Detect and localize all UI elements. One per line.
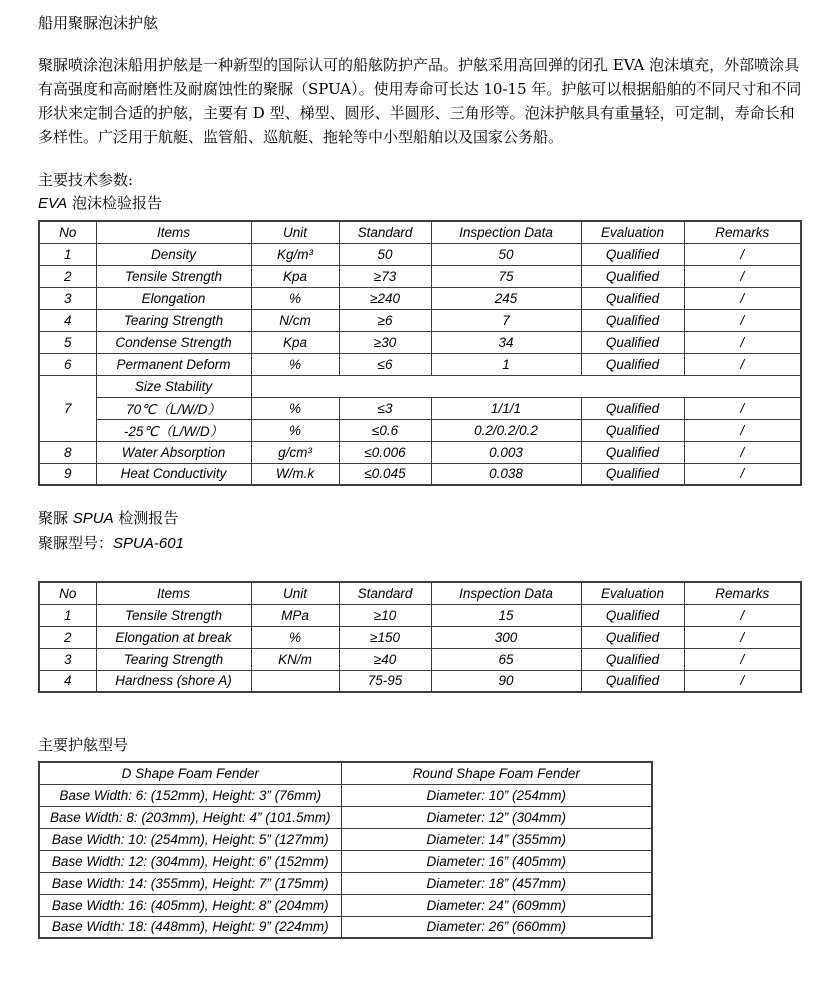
table-cell: Elongation at break [96, 626, 251, 648]
table-cell: Tensile Strength [96, 604, 251, 626]
table-row [39, 784, 652, 806]
table-cell: 7 [431, 309, 581, 331]
spua-report-cjk2: 检测报告 [113, 509, 179, 527]
table-cell: % [251, 397, 339, 419]
table-cell: Qualified [581, 331, 684, 353]
table-cell: ≥30 [339, 331, 431, 353]
table-cell: ≤3 [339, 397, 431, 419]
table-cell: Tearing Strength [96, 648, 251, 670]
column-header-remarks: Remarks [684, 221, 801, 243]
table-cell: 9 [39, 463, 96, 485]
table-cell: 1/1/1 [431, 397, 581, 419]
table-cell: 1 [39, 243, 96, 265]
table-cell: Diameter: 24” (609mm) [341, 894, 652, 916]
table-cell: Hardness (shore A) [96, 670, 251, 692]
table-cell: / [684, 626, 801, 648]
table-cell: Base Width: 12: (304mm), Height: 6” (152mm) [39, 850, 341, 872]
table-cell: -25℃（L/W/D） [96, 419, 251, 441]
table-row [39, 806, 652, 828]
eva-report-table [38, 220, 802, 486]
table-cell: 2 [39, 265, 96, 287]
table-cell: MPa [251, 604, 339, 626]
table-cell: Condense Strength [96, 331, 251, 353]
table-cell: / [684, 604, 801, 626]
table-cell: 6 [39, 353, 96, 375]
table-cell: 3 [39, 648, 96, 670]
fender-models-table [38, 761, 653, 939]
table-cell: 15 [431, 604, 581, 626]
table-row [39, 353, 801, 375]
table-row [39, 872, 652, 894]
table-row [39, 309, 801, 331]
table-cell: Kpa [251, 265, 339, 287]
column-header-inspection-data: Inspection Data [431, 582, 581, 604]
table-cell: / [684, 441, 801, 463]
table-header-row [39, 582, 801, 604]
table-cell: % [251, 626, 339, 648]
table-cell: Density [96, 243, 251, 265]
table-cell: Qualified [581, 604, 684, 626]
column-header-no: No [39, 221, 96, 243]
spua-report-cjk1: 聚脲 [38, 509, 73, 527]
table-cell: / [684, 243, 801, 265]
table-cell: 4 [39, 309, 96, 331]
table-cell: 65 [431, 648, 581, 670]
table-row [39, 397, 801, 419]
table-cell: Base Width: 10: (254mm), Height: 5” (127mm) [39, 828, 341, 850]
intro-line: 聚脲喷涂泡沫船用护舷是一种新型的国际认可的船舷防护产品。护舷采用高回弹的闭孔 EVA 泡沫填充，外部喷涂具 [38, 56, 800, 74]
table-cell: Base Width: 16: (405mm), Height: 8” (204mm) [39, 894, 341, 916]
table-cell: 50 [431, 243, 581, 265]
table-row [39, 604, 801, 626]
table-cell: Tearing Strength [96, 309, 251, 331]
table-cell: Base Width: 18: (448mm), Height: 9” (224mm) [39, 916, 341, 938]
table-cell: / [684, 397, 801, 419]
table-cell-row-number: 7 [39, 375, 96, 441]
table-row [39, 670, 801, 692]
table-cell: 4 [39, 670, 96, 692]
table-cell: Qualified [581, 441, 684, 463]
table-row [39, 441, 801, 463]
column-header-standard: Standard [339, 582, 431, 604]
table-cell: Diameter: 10” (254mm) [341, 784, 652, 806]
table-cell: ≤6 [339, 353, 431, 375]
table-cell: % [251, 287, 339, 309]
table-cell: / [684, 463, 801, 485]
table-cell: / [684, 353, 801, 375]
column-header-standard: Standard [339, 221, 431, 243]
table-cell: 50 [339, 243, 431, 265]
section-heading-tech-params: 主要技术参数: [38, 171, 134, 189]
table-row [39, 850, 652, 872]
table-row [39, 626, 801, 648]
section-heading-fender-models: 主要护舷型号 [38, 736, 129, 754]
table-cell: 34 [431, 331, 581, 353]
intro-line: 多样性。广泛用于航艇、监管船、巡航艇、拖轮等中小型船舶以及国家公务船。 [38, 128, 564, 146]
table-row [39, 243, 801, 265]
table-row [39, 916, 652, 938]
table-cell [251, 670, 339, 692]
table-cell: Qualified [581, 626, 684, 648]
table-cell: Qualified [581, 287, 684, 309]
table-cell: Qualified [581, 648, 684, 670]
column-header-no: No [39, 582, 96, 604]
table-cell: 2 [39, 626, 96, 648]
table-row [39, 463, 801, 485]
table-cell: KN/m [251, 648, 339, 670]
table-row-size-stability-group [39, 375, 801, 397]
table-cell: Qualified [581, 265, 684, 287]
table-cell: ≥6 [339, 309, 431, 331]
table-cell-empty [251, 375, 801, 397]
table-cell: 0.038 [431, 463, 581, 485]
table-row [39, 828, 652, 850]
table-cell: Permanent Deform [96, 353, 251, 375]
column-header-unit: Unit [251, 221, 339, 243]
table-cell: / [684, 331, 801, 353]
table-cell: Diameter: 14” (355mm) [341, 828, 652, 850]
table-row [39, 331, 801, 353]
intro-paragraph [38, 53, 802, 149]
column-header-items: Items [96, 582, 251, 604]
eva-label: EVA [38, 195, 68, 212]
table-cell: Qualified [581, 670, 684, 692]
table-cell: 5 [39, 331, 96, 353]
table-cell: 300 [431, 626, 581, 648]
column-header-unit: Unit [251, 582, 339, 604]
column-header-d-shape: D Shape Foam Fender [39, 762, 341, 784]
table-row [39, 419, 801, 441]
spua-report-table [38, 581, 802, 693]
table-cell: g/cm³ [251, 441, 339, 463]
table-cell: ≥40 [339, 648, 431, 670]
table-cell: Kpa [251, 331, 339, 353]
eva-report-cjk: 泡沫检验报告 [67, 194, 162, 212]
table-cell: Base Width: 8: (203mm), Height: 4” (101.5mm) [39, 806, 341, 828]
table-row [39, 265, 801, 287]
table-cell: Tensile Strength [96, 265, 251, 287]
table-cell: 75-95 [339, 670, 431, 692]
table-cell: ≤0.045 [339, 463, 431, 485]
table-header-row [39, 762, 652, 784]
table-cell: Qualified [581, 397, 684, 419]
table-cell: Qualified [581, 419, 684, 441]
table-cell: Heat Conductivity [96, 463, 251, 485]
column-header-items: Items [96, 221, 251, 243]
table-cell: / [684, 419, 801, 441]
table-cell: ≤0.006 [339, 441, 431, 463]
table-cell: ≥10 [339, 604, 431, 626]
section-heading-spua-report [38, 508, 802, 529]
table-row [39, 894, 652, 916]
table-cell: 0.2/0.2/0.2 [431, 419, 581, 441]
table-cell: 245 [431, 287, 581, 309]
table-cell: 3 [39, 287, 96, 309]
column-header-evaluation: Evaluation [581, 582, 684, 604]
table-cell: 8 [39, 441, 96, 463]
table-cell: N/cm [251, 309, 339, 331]
table-cell: 75 [431, 265, 581, 287]
table-cell: ≤0.6 [339, 419, 431, 441]
table-cell: W/m.k [251, 463, 339, 485]
table-cell: Diameter: 12” (304mm) [341, 806, 652, 828]
table-cell: Base Width: 14: (355mm), Height: 7” (175mm) [39, 872, 341, 894]
table-cell: 1 [39, 604, 96, 626]
table-cell: Water Absorption [96, 441, 251, 463]
table-cell: Elongation [96, 287, 251, 309]
spua-label: SPUA [72, 510, 114, 527]
table-cell: % [251, 353, 339, 375]
table-cell: 1 [431, 353, 581, 375]
model-label: 聚脲型号： [38, 534, 114, 552]
table-cell: / [684, 287, 801, 309]
table-row [39, 287, 801, 309]
table-cell: / [684, 670, 801, 692]
table-header-row [39, 221, 801, 243]
column-header-evaluation: Evaluation [581, 221, 684, 243]
table-cell: / [684, 265, 801, 287]
table-cell: Base Width: 6: (152mm), Height: 3” (76mm) [39, 784, 341, 806]
table-cell: ≥240 [339, 287, 431, 309]
model-number-line [38, 533, 802, 554]
table-cell: Kg/m³ [251, 243, 339, 265]
intro-line: 形状来定制合适的护舷，主要有 D 型、梯型、圆形、半圆形、三角形等。泡沫护舷具有重量轻，可定制，寿命长和 [38, 104, 795, 122]
model-value: SPUA-601 [113, 535, 184, 552]
table-cell: Qualified [581, 243, 684, 265]
table-cell: Qualified [581, 463, 684, 485]
table-cell: ≥73 [339, 265, 431, 287]
table-cell: 0.003 [431, 441, 581, 463]
table-cell: Diameter: 26” (660mm) [341, 916, 652, 938]
column-header-remarks: Remarks [684, 582, 801, 604]
table-cell: Qualified [581, 309, 684, 331]
table-cell: Diameter: 18” (457mm) [341, 872, 652, 894]
table-cell: 90 [431, 670, 581, 692]
intro-line: 有高强度和高耐磨性及耐腐蚀性的聚脲（SPUA）。使用寿命可长达 10-15 年。护舷可以根据船舶的不同尺寸和不同 [38, 80, 802, 98]
column-header-inspection-data: Inspection Data [431, 221, 581, 243]
size-stability-group-cell: Size Stability [96, 375, 251, 397]
table-cell: Diameter: 16” (405mm) [341, 850, 652, 872]
table-cell: / [684, 309, 801, 331]
table-cell: % [251, 419, 339, 441]
column-header-round-shape: Round Shape Foam Fender [341, 762, 652, 784]
table-cell: Qualified [581, 353, 684, 375]
table-cell: 70℃（L/W/D） [96, 397, 251, 419]
table-cell: / [684, 648, 801, 670]
table-row [39, 648, 801, 670]
page-title: 船用聚脲泡沫护舷 [38, 14, 159, 32]
table-cell: ≥150 [339, 626, 431, 648]
section-heading-eva-report [38, 193, 802, 214]
